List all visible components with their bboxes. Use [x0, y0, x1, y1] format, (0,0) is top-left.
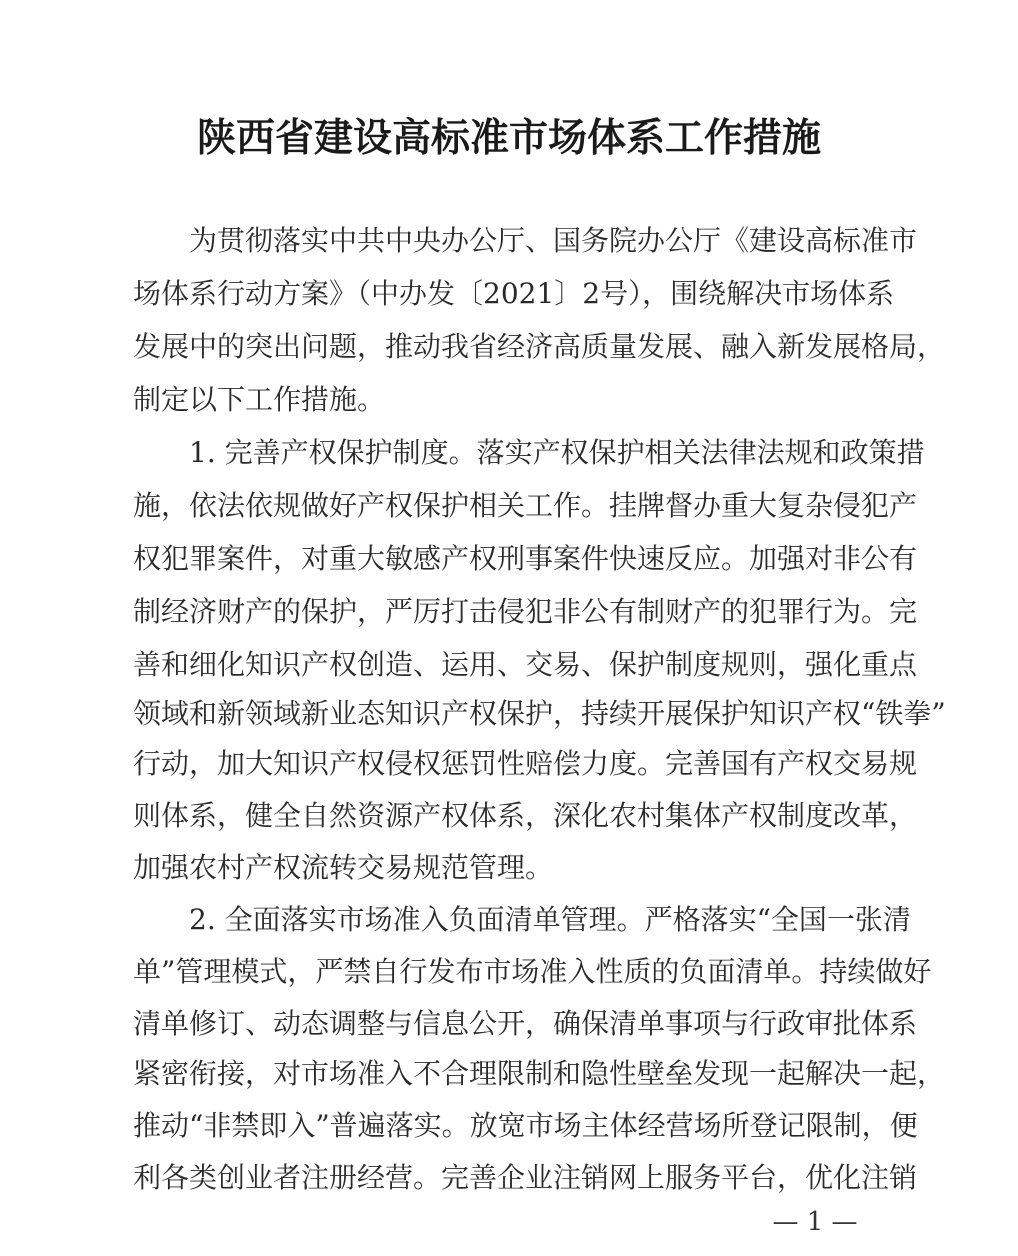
page-number: — 1 —: [772, 1207, 858, 1237]
paragraph-line: 利各类创业者注册经营。完善企业注销网上服务平台，优化注销: [133, 1161, 918, 1194]
paragraph-line: 则体系，健全自然资源产权体系，深化农村集体产权制度改革，: [133, 799, 918, 832]
paragraph-line: 2. 全面落实市场准入负面清单管理。严格落实“全国一张清: [189, 903, 911, 936]
paragraph-line: 制经济财产的保护，严厉打击侵犯非公有制财产的犯罪行为。完: [133, 595, 918, 628]
paragraph-line: 单”管理模式，严禁自行发布市场准入性质的负面清单。持续做好: [133, 955, 932, 988]
paragraph-line: 推动“非禁即入”普遍落实。放宽市场主体经营场所登记限制，便: [133, 1109, 918, 1142]
paragraph-line: 行动，加大知识产权侵权惩罚性赔偿力度。完善国有产权交易规: [133, 747, 918, 780]
paragraph-line: 场体系行动方案》（中办发〔2021〕2号），围绕解决市场体系: [133, 277, 895, 310]
paragraph-line: 加强农村产权流转交易规范管理。: [133, 851, 554, 884]
paragraph-line: 权犯罪案件，对重大敏感产权刑事案件快速反应。加强对非公有: [133, 542, 918, 575]
paragraph-line: 施，依法依规做好产权保护相关工作。挂牌督办重大复杂侵犯产: [133, 489, 918, 522]
paragraph-line: 1. 完善产权保护制度。落实产权保护相关法律法规和政策措: [189, 436, 925, 469]
paragraph-line: 制定以下工作措施。: [133, 383, 386, 416]
paragraph-line: 清单修订、动态调整与信息公开，确保清单事项与行政审批体系: [133, 1007, 918, 1040]
paragraph-line: 善和细化知识产权创造、运用、交易、保护制度规则，强化重点: [133, 648, 918, 681]
paragraph-line: 发展中的突出问题，推动我省经济高质量发展、融入新发展格局，: [133, 330, 946, 363]
paragraph-line: 紧密衔接，对市场准入不合理限制和隐性壁垒发现一起解决一起，: [133, 1057, 946, 1090]
paragraph-line: 为贯彻落实中共中央办公厅、国务院办公厅《建设高标准市: [189, 224, 918, 257]
document-title: 陕西省建设高标准市场体系工作措施: [196, 115, 821, 161]
paragraph-line: 领域和新领域新业态知识产权保护，持续开展保护知识产权“铁拳”: [133, 697, 946, 730]
